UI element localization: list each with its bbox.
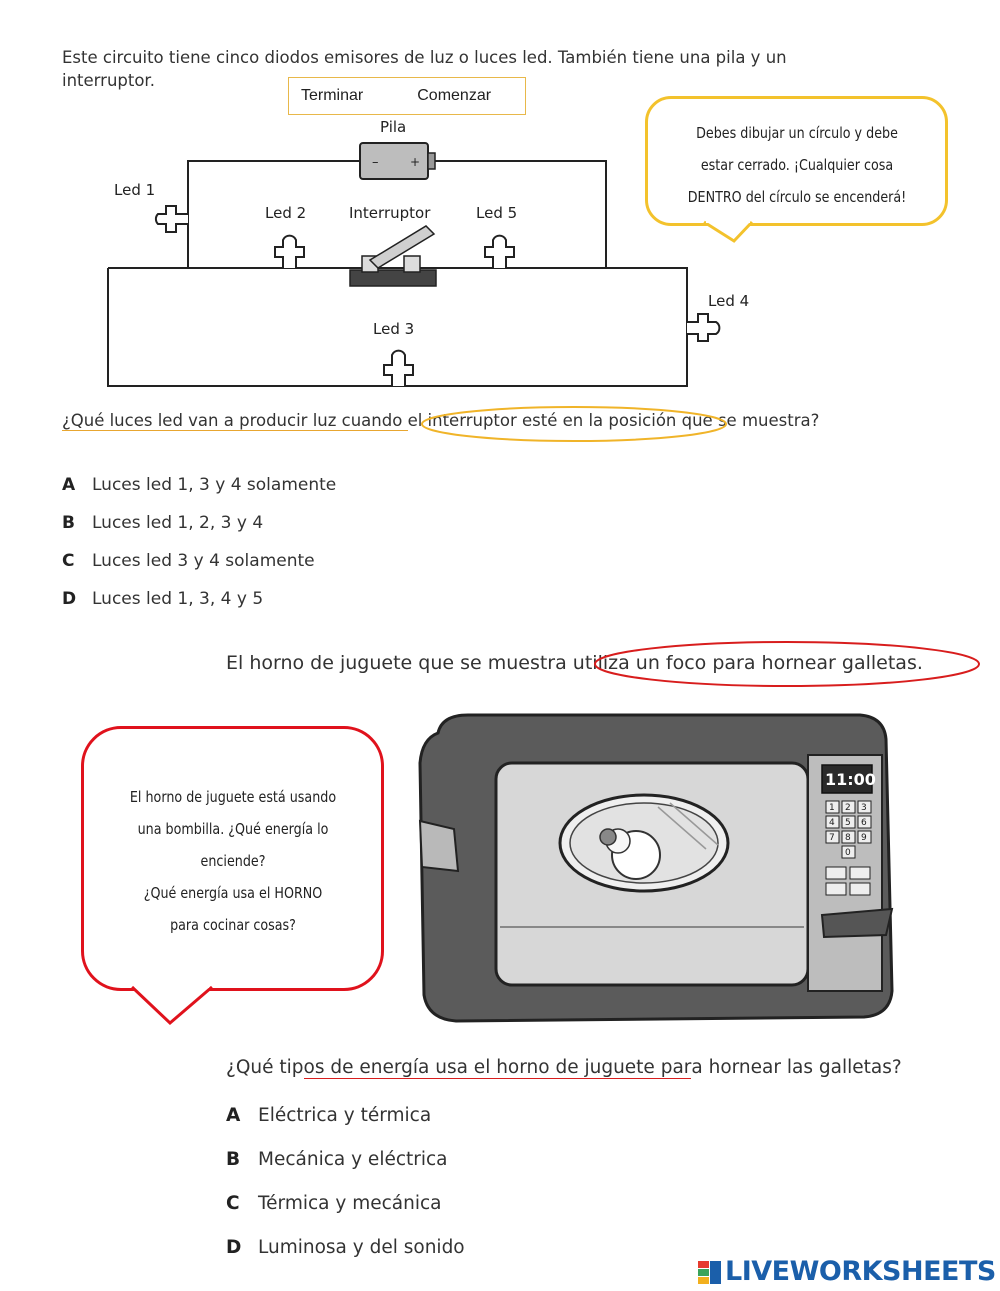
comenzar-button[interactable]: Comenzar bbox=[417, 87, 492, 104]
question1-option-d[interactable] bbox=[62, 589, 263, 609]
option-letter: D bbox=[62, 589, 77, 609]
question1-text-b: el interruptor esté en la posición bbox=[407, 411, 677, 430]
option-text: Mecánica y eléctrica bbox=[258, 1149, 448, 1170]
oven-clock: 11:00 bbox=[825, 770, 876, 789]
question2 bbox=[226, 1057, 986, 1078]
intro-text: Este circuito tiene cinco diodos emisores de luz o luces led. También tiene una pila y un interruptor. bbox=[62, 48, 787, 90]
hint2-line1: El horno de juguete está usando bbox=[129, 788, 337, 806]
hint2-line2: una bombilla. ¿Qué energía lo bbox=[137, 820, 329, 838]
keypad-key: 9 bbox=[861, 833, 867, 843]
hint2-line5: para cocinar cosas? bbox=[170, 916, 296, 934]
oven-heading-b: utiliza un foco para hornear galletas. bbox=[572, 652, 923, 674]
terminar-button[interactable]: Terminar bbox=[301, 87, 364, 104]
keypad-key: 1 bbox=[829, 803, 835, 813]
question1-option-b[interactable] bbox=[62, 513, 263, 533]
option-text: Eléctrica y térmica bbox=[258, 1105, 432, 1126]
led1-icon bbox=[156, 206, 188, 232]
label-led1: Led 1 bbox=[114, 181, 156, 199]
option-letter: B bbox=[62, 513, 75, 533]
option-text: Luces led 1, 2, 3 y 4 bbox=[92, 513, 264, 533]
question1-option-c[interactable] bbox=[62, 551, 315, 571]
logo-icon bbox=[697, 1259, 723, 1285]
hint2-line3: enciende? bbox=[200, 852, 266, 870]
oven-heading-a: El horno de juguete que se muestra bbox=[226, 652, 573, 674]
label-led4: Led 4 bbox=[708, 292, 750, 310]
battery-minus: – bbox=[372, 155, 379, 170]
hint1-line3: DENTRO del círculo se encenderá! bbox=[687, 188, 907, 206]
question2-option-d[interactable] bbox=[226, 1237, 465, 1258]
led2-icon bbox=[275, 236, 304, 268]
keypad-key: 4 bbox=[829, 818, 835, 828]
option-text: Térmica y mecánica bbox=[258, 1193, 442, 1214]
question1-text-c: que se muestra? bbox=[676, 411, 820, 430]
hint1-line1: Debes dibujar un círculo y debe bbox=[696, 124, 898, 142]
keypad-key: 5 bbox=[845, 818, 851, 828]
question1-option-a[interactable] bbox=[62, 475, 336, 495]
label-led5: Led 5 bbox=[476, 204, 518, 222]
label-interruptor: Interruptor bbox=[349, 204, 431, 222]
hint-bubble-red bbox=[81, 726, 384, 991]
toy-oven-illustration bbox=[408, 703, 908, 1033]
option-letter: C bbox=[62, 551, 75, 571]
option-letter: D bbox=[226, 1237, 242, 1258]
led3-icon bbox=[384, 351, 413, 386]
bubble-tail-red bbox=[128, 985, 224, 1027]
hint2-line4: ¿Qué energía usa el HORNO bbox=[143, 884, 323, 902]
battery-plus: + bbox=[410, 155, 421, 169]
label-led2: Led 2 bbox=[265, 204, 307, 222]
label-pila: Pila bbox=[380, 118, 407, 136]
question2-option-c[interactable] bbox=[226, 1193, 441, 1214]
question2-option-a[interactable] bbox=[226, 1105, 431, 1126]
option-text: Luces led 1, 3 y 4 solamente bbox=[92, 475, 337, 495]
switch-icon bbox=[350, 226, 436, 286]
question1-text-a: ¿Qué luces led van a producir luz cuando bbox=[62, 411, 408, 430]
bubble-tail-yellow bbox=[700, 220, 760, 244]
oven-door-slot bbox=[822, 909, 892, 937]
option-text: Luminosa y del sonido bbox=[258, 1237, 465, 1258]
question2-option-b[interactable] bbox=[226, 1149, 448, 1170]
label-led3: Led 3 bbox=[373, 320, 415, 338]
logo-text: LIVEWORKSHEETS bbox=[725, 1256, 996, 1287]
option-letter: A bbox=[62, 475, 76, 495]
question2-text-a: ¿Qué tip bbox=[226, 1057, 304, 1078]
option-letter: A bbox=[226, 1105, 241, 1126]
led5-icon bbox=[485, 236, 514, 268]
battery-icon bbox=[360, 143, 435, 179]
hint-bubble-yellow bbox=[645, 96, 948, 226]
option-text: Luces led 3 y 4 solamente bbox=[92, 551, 315, 571]
option-text: Luces led 1, 3, 4 y 5 bbox=[92, 589, 264, 609]
led4-icon bbox=[687, 314, 719, 341]
option-letter: C bbox=[226, 1193, 240, 1214]
keypad-key: 3 bbox=[861, 803, 867, 813]
keypad-key: 2 bbox=[845, 803, 851, 813]
circle-mark-yellow bbox=[418, 402, 734, 450]
question2-text-c: a hornear las galletas? bbox=[691, 1057, 902, 1078]
keypad-key: 7 bbox=[829, 833, 835, 843]
liveworksheets-logo bbox=[697, 1256, 996, 1287]
keypad-key: 8 bbox=[845, 833, 851, 843]
option-letter: B bbox=[226, 1149, 241, 1170]
keypad-key: 0 bbox=[845, 848, 851, 858]
circle-mark-red bbox=[590, 636, 990, 694]
hint1-line2: estar cerrado. ¡Cualquier cosa bbox=[700, 156, 894, 174]
keypad-key: 6 bbox=[861, 818, 867, 828]
question2-text-b: os de energía usa el horno de juguete par bbox=[303, 1057, 692, 1078]
